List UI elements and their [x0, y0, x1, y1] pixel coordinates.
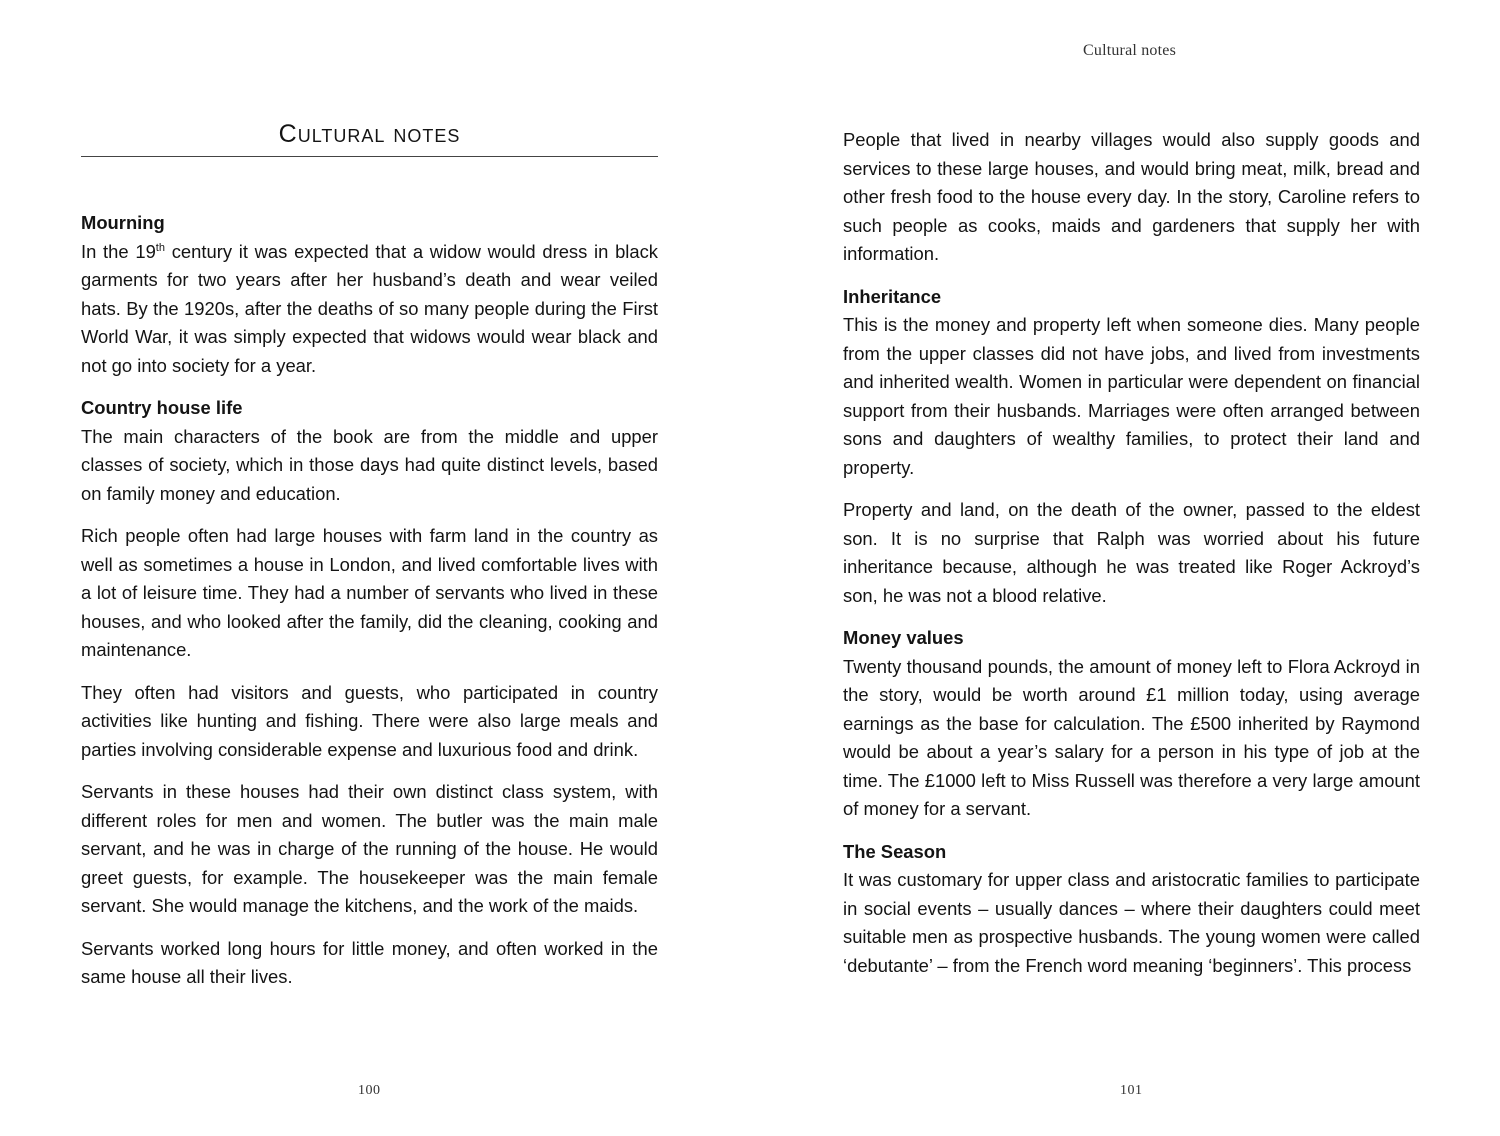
country-house-paragraph-4: Servants in these houses had their own distinct class system, with different roles for men and women. The butler was the main male servant, and he was in charge of the running of the house. He would greet guests, for example. The housekeeper was the main female servant. She would manage the kitchens, and the work of the maids.: [81, 781, 658, 916]
mourning-paragraph: In the 19th century it was expected that a widow would dress in black garments for two years after her husband’s death and wear veiled hats. By the 1920s, after the deaths of so many people during the First World War, it was simply expected that widows would wear black and not go into society for a year.: [81, 240, 659, 376]
the-season-paragraph: It was customary for upper class and aristocratic families to participate in social events – usually dances – where their daughters could meet suitable men as prospective husbands. The young women were called ‘debutante’ – from the French word meaning ‘beginners’. This process: [843, 869, 1420, 976]
section-heading-the-season: The Season: [843, 840, 947, 862]
right-text-column: [843, 126, 1420, 980]
country-house-paragraph-3: They often had visitors and guests, who participated in country activities like hunting and fishing. There were also large meals and parties involving considerable expense and luxurious food and drink.: [81, 681, 658, 760]
inheritance-paragraph-1: This is the money and property left when someone dies. Many people from the upper classes did not have jobs, and lived from investments and inherited wealth. Women in particular were dependent on financial support from their husbands. Marriages were often arranged between sons and daughters of wealthy families, to protect their land and property.: [843, 314, 1420, 478]
section-heading-country-house-life: Country house life: [81, 397, 243, 418]
section-heading-mourning: Mourning: [81, 212, 165, 233]
country-house-paragraph-2: Rich people often had large houses with farm land in the country as well as sometimes a house in London, and lived comfortable lives with a lot of leisure time. They had a number of servants who lived in these houses, and who looked after the family, did the cleaning, cooking and maintenance.: [81, 525, 658, 660]
page-number-right: 101: [1120, 1083, 1143, 1098]
running-head: Cultural notes: [1083, 42, 1177, 59]
right-page: [750, 0, 1500, 1136]
country-house-paragraph-1: The main characters of the book are from the middle and upper classes of society, which in those days had quite distinct levels, based on family money and education.: [81, 425, 658, 504]
country-house-paragraph-5: Servants worked long hours for little money, and often worked in the same house all their lives.: [81, 937, 658, 987]
section-heading-money-values: Money values: [843, 627, 964, 648]
inheritance-paragraph-2: Property and land, on the death of the owner, passed to the eldest son. It is no surprise that Ralph was worried about his future inheritance because, although he was treated like Roger Ackroyd’s son, he was not a blood relative.: [843, 499, 1420, 606]
money-values-paragraph: Twenty thousand pounds, the amount of money left to Flora Ackroyd in the story, would be worth around £1 million today, using average earnings as the base for calculation. The £500 inherited by Raymond would be about a year’s salary for a person in his type of job at the time. The £1000 left to Miss Russell was therefore a very large amount of money for a servant.: [843, 655, 1420, 819]
title-rule: [81, 156, 658, 157]
left-text-column: [81, 209, 658, 1006]
chapter-title: Cultural notes: [278, 120, 461, 148]
villages-paragraph: People that lived in nearby villages would also supply goods and services to these large houses, and would bring meat, milk, bread and other fresh food to the house every day. In the story, Caroline refers to such people as cooks, maids and gardeners that supply her with information.: [843, 129, 1420, 264]
page-number-left: 100: [358, 1083, 381, 1098]
section-heading-inheritance: Inheritance: [843, 285, 942, 307]
ordinal-superscript: th: [155, 241, 165, 254]
